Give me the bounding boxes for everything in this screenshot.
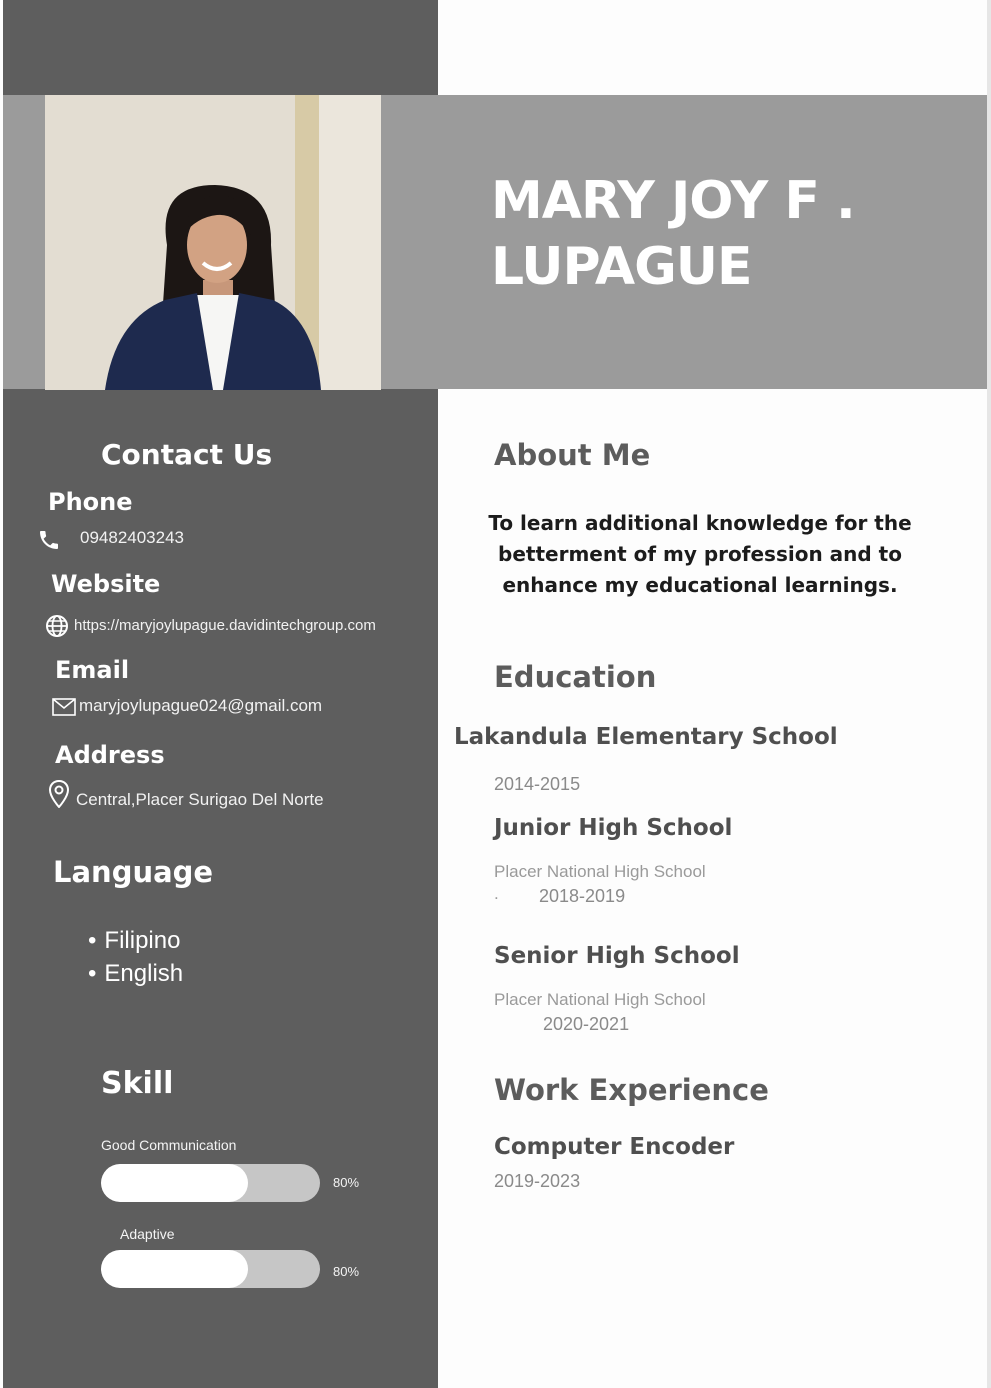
skill-bar [101, 1164, 320, 1202]
email-address[interactable]: maryjoylupague024@gmail.com [79, 696, 323, 715]
skill-percent: 80% [333, 1264, 360, 1279]
globe-icon [45, 614, 69, 638]
institution-name: Placer National High School [494, 862, 706, 881]
about-text [480, 508, 920, 601]
phone-icon [37, 528, 61, 552]
skill-heading: Skill [101, 1066, 174, 1101]
language-item: • Filipino [88, 924, 183, 957]
education-heading: Education [494, 660, 657, 694]
skill-name: Good Communication [101, 1137, 237, 1153]
about-line: betterment of my profession and to [498, 542, 902, 566]
about-heading: About Me [494, 438, 651, 472]
address-label: Address [55, 741, 165, 769]
school-years: 2018-2019 [539, 886, 626, 906]
page-edge [987, 0, 991, 1388]
job-years: 2019-2023 [494, 1171, 581, 1191]
profile-photo [45, 95, 381, 390]
mail-icon [52, 698, 76, 716]
address-text: Central,Placer Surigao Del Norte [76, 790, 324, 809]
school-years: 2014-2015 [494, 774, 581, 794]
years-prefix: . [494, 884, 499, 903]
skill-bar [101, 1250, 320, 1288]
skill-percent: 80% [333, 1175, 360, 1190]
institution-name: Placer National High School [494, 990, 706, 1009]
skill-name: Adaptive [120, 1226, 175, 1242]
skill-bar-fill [101, 1250, 248, 1288]
school-name: Junior High School [494, 815, 733, 841]
location-pin-icon [49, 780, 69, 808]
language-heading: Language [53, 855, 214, 889]
contact-heading: Contact Us [101, 438, 273, 471]
about-line: enhance my educational learnings. [502, 573, 898, 597]
school-years: 2020-2021 [543, 1014, 630, 1034]
language-item: • English [88, 957, 183, 990]
website-label: Website [51, 570, 161, 598]
name-line-1: MARY JOY F . [491, 171, 855, 231]
school-name: Senior High School [494, 943, 740, 969]
school-name: Lakandula Elementary School [454, 724, 838, 750]
website-link[interactable]: https://maryjoylupague.davidintechgroup.com [74, 617, 376, 634]
job-title: Computer Encoder [494, 1134, 735, 1160]
email-label: Email [55, 656, 130, 684]
phone-number[interactable]: 09482403243 [80, 528, 185, 547]
phone-label: Phone [48, 488, 133, 516]
full-name [491, 168, 961, 300]
skill-bar-fill [101, 1164, 248, 1202]
about-line: To learn additional knowledge for the [488, 511, 912, 535]
work-heading: Work Experience [494, 1073, 769, 1107]
language-list [88, 924, 183, 990]
name-line-2: LUPAGUE [491, 237, 752, 297]
